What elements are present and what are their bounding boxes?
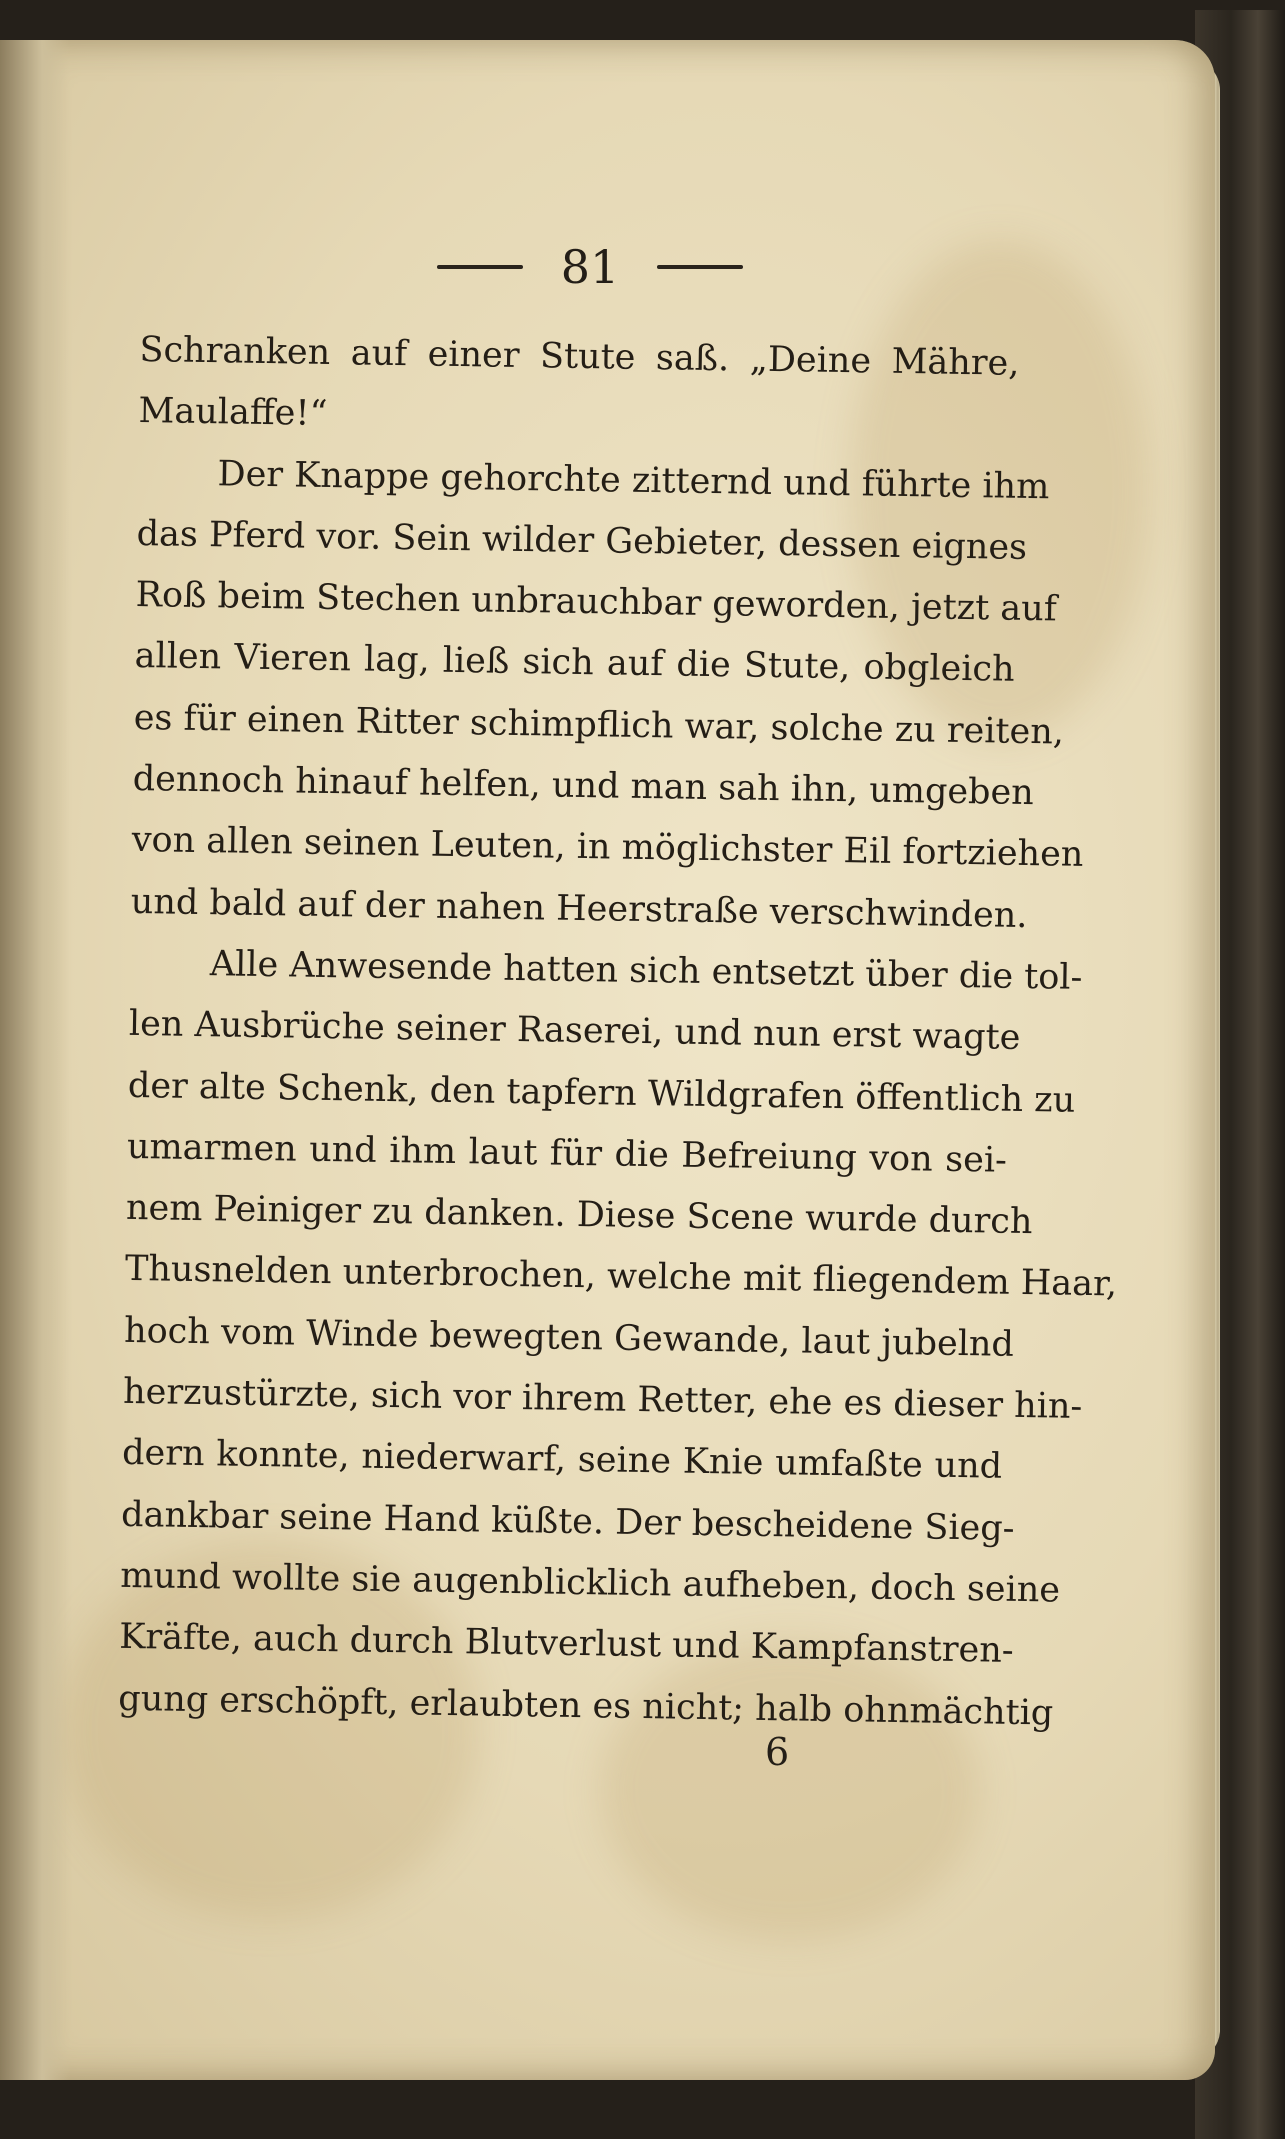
text-line: von allen seinen Leuten, in möglichster Eil fortziehen [131, 820, 1084, 876]
text-line: Roß beim Stechen unbrauchbar geworden, jetzt auf [135, 575, 1058, 630]
text-line: gung erschöpft, erlaubten es nicht; halb ohnmächtig [118, 1678, 1054, 1734]
text-line: Alle Anwesende hatten sich entsetzt über die tol- [209, 944, 1083, 998]
text-line: mund wollte sie augenblicklich aufheben, doch seine [119, 1555, 1061, 1611]
text-line: umarmen und ihm laut für die Befreiung von sei- [126, 1126, 1008, 1181]
text-line: Schranken auf einer Stute saß. „Deine Mähre, [139, 329, 1020, 384]
text-line: Kräfte, auch durch Blutverlust und Kampfanstren- [118, 1617, 1014, 1672]
text-line: und bald auf der nahen Heerstraße verschwinden. [130, 881, 1028, 936]
text-line: dern konnte, niederwarf, seine Knie umfaßte und [121, 1433, 1003, 1488]
page-gutter [0, 40, 70, 2080]
page-number: 81 [560, 240, 620, 294]
page-header [420, 232, 760, 302]
text-line: Maulaffe!“ [138, 391, 328, 435]
signature-mark: 6 [765, 1730, 790, 1774]
text-line: nem Peiniger zu danken. Diese Scene wurde durch [125, 1188, 1033, 1243]
text-line: der alte Schenk, den tapfern Wildgrafen öffentlich zu [127, 1065, 1076, 1121]
text-line: len Ausbrüche seiner Raserei, und nun erst wagte [128, 1004, 1021, 1059]
text-line: herzustürzte, sich vor ihrem Retter, ehe es dieser hin- [122, 1371, 1083, 1427]
text-line: Thusnelden unterbrochen, welche mit fliegendem Haar, [124, 1249, 1118, 1305]
text-line: dennoch hinauf helfen, und man sah ihn, umgeben [132, 759, 1035, 814]
text-line: das Pferd vor. Sein wilder Gebieter, dessen eignes [136, 513, 1028, 568]
header-dash-left [437, 265, 523, 269]
body-text [118, 320, 1118, 1743]
text-line: es für einen Ritter schimpflich war, solche zu reiten, [133, 697, 1065, 753]
text-line: allen Vieren lag, ließ sich auf die Stute, obgleich [134, 636, 1015, 691]
header-dash-right [657, 265, 743, 269]
text-line: dankbar seine Hand küßte. Der bescheidene Sieg- [120, 1494, 1015, 1549]
text-line: hoch vom Winde bewegten Gewande, laut jubelnd [123, 1310, 1015, 1365]
text-line: Der Knappe gehorchte zitternd und führte ihm [217, 453, 1050, 507]
